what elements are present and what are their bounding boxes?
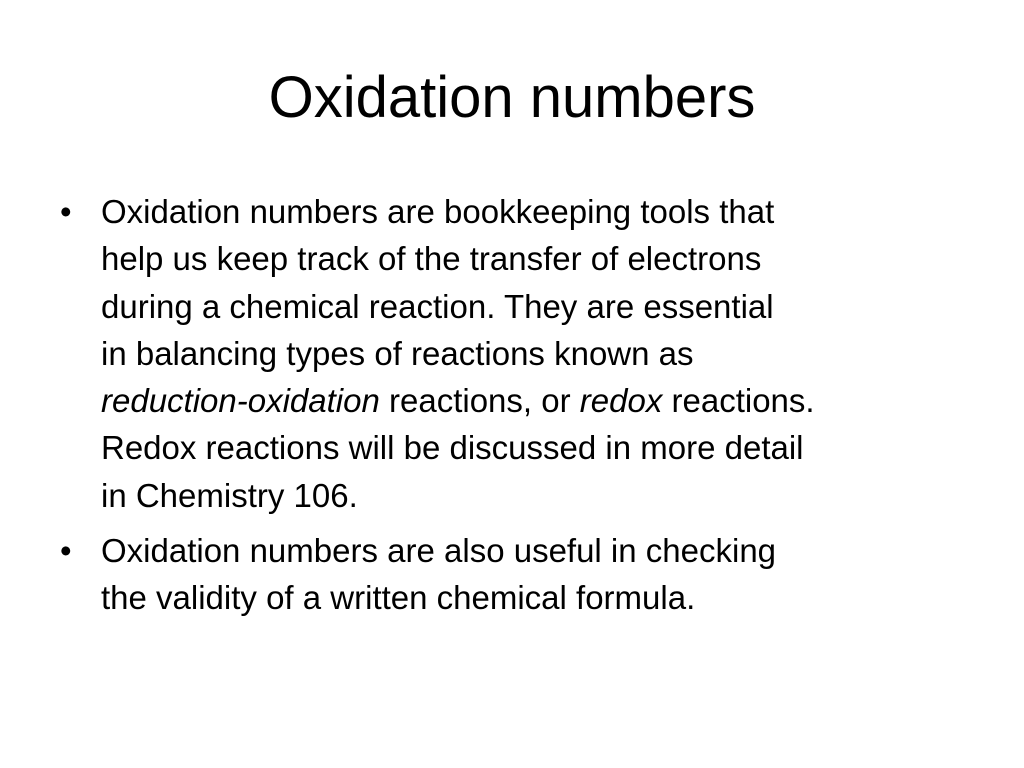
bullet-line: during a chemical reaction. They are essential (101, 287, 774, 325)
italic-term-redox: redox (579, 382, 663, 420)
slide-title: Oxidation numbers (268, 65, 756, 130)
bullet-line: Oxidation numbers are bookkeeping tools that (101, 193, 775, 230)
bullet-text: reactions. (662, 382, 815, 420)
bullet-line: help us keep track of the transfer of electrons (101, 240, 762, 278)
bullet-list (60, 188, 970, 630)
bullet-line: Redox reactions will be discussed in more detail (101, 429, 804, 467)
bullet-icon: • (60, 532, 72, 570)
bullet-line: in Chemistry 106. (101, 476, 358, 514)
bullet-line: in balancing types of reactions known as (101, 334, 694, 372)
bullet-line: Oxidation numbers are also useful in checking (101, 532, 777, 570)
bullet-icon: • (60, 193, 72, 230)
bullet-text: reactions, or (379, 382, 580, 420)
bullet-line: the validity of a written chemical formula. (101, 579, 696, 617)
bullet-item-oxidation-definition (60, 188, 970, 519)
italic-term-reduction-oxidation: reduction-oxidation (101, 382, 380, 420)
bullet-item-formula-validity (60, 527, 970, 622)
